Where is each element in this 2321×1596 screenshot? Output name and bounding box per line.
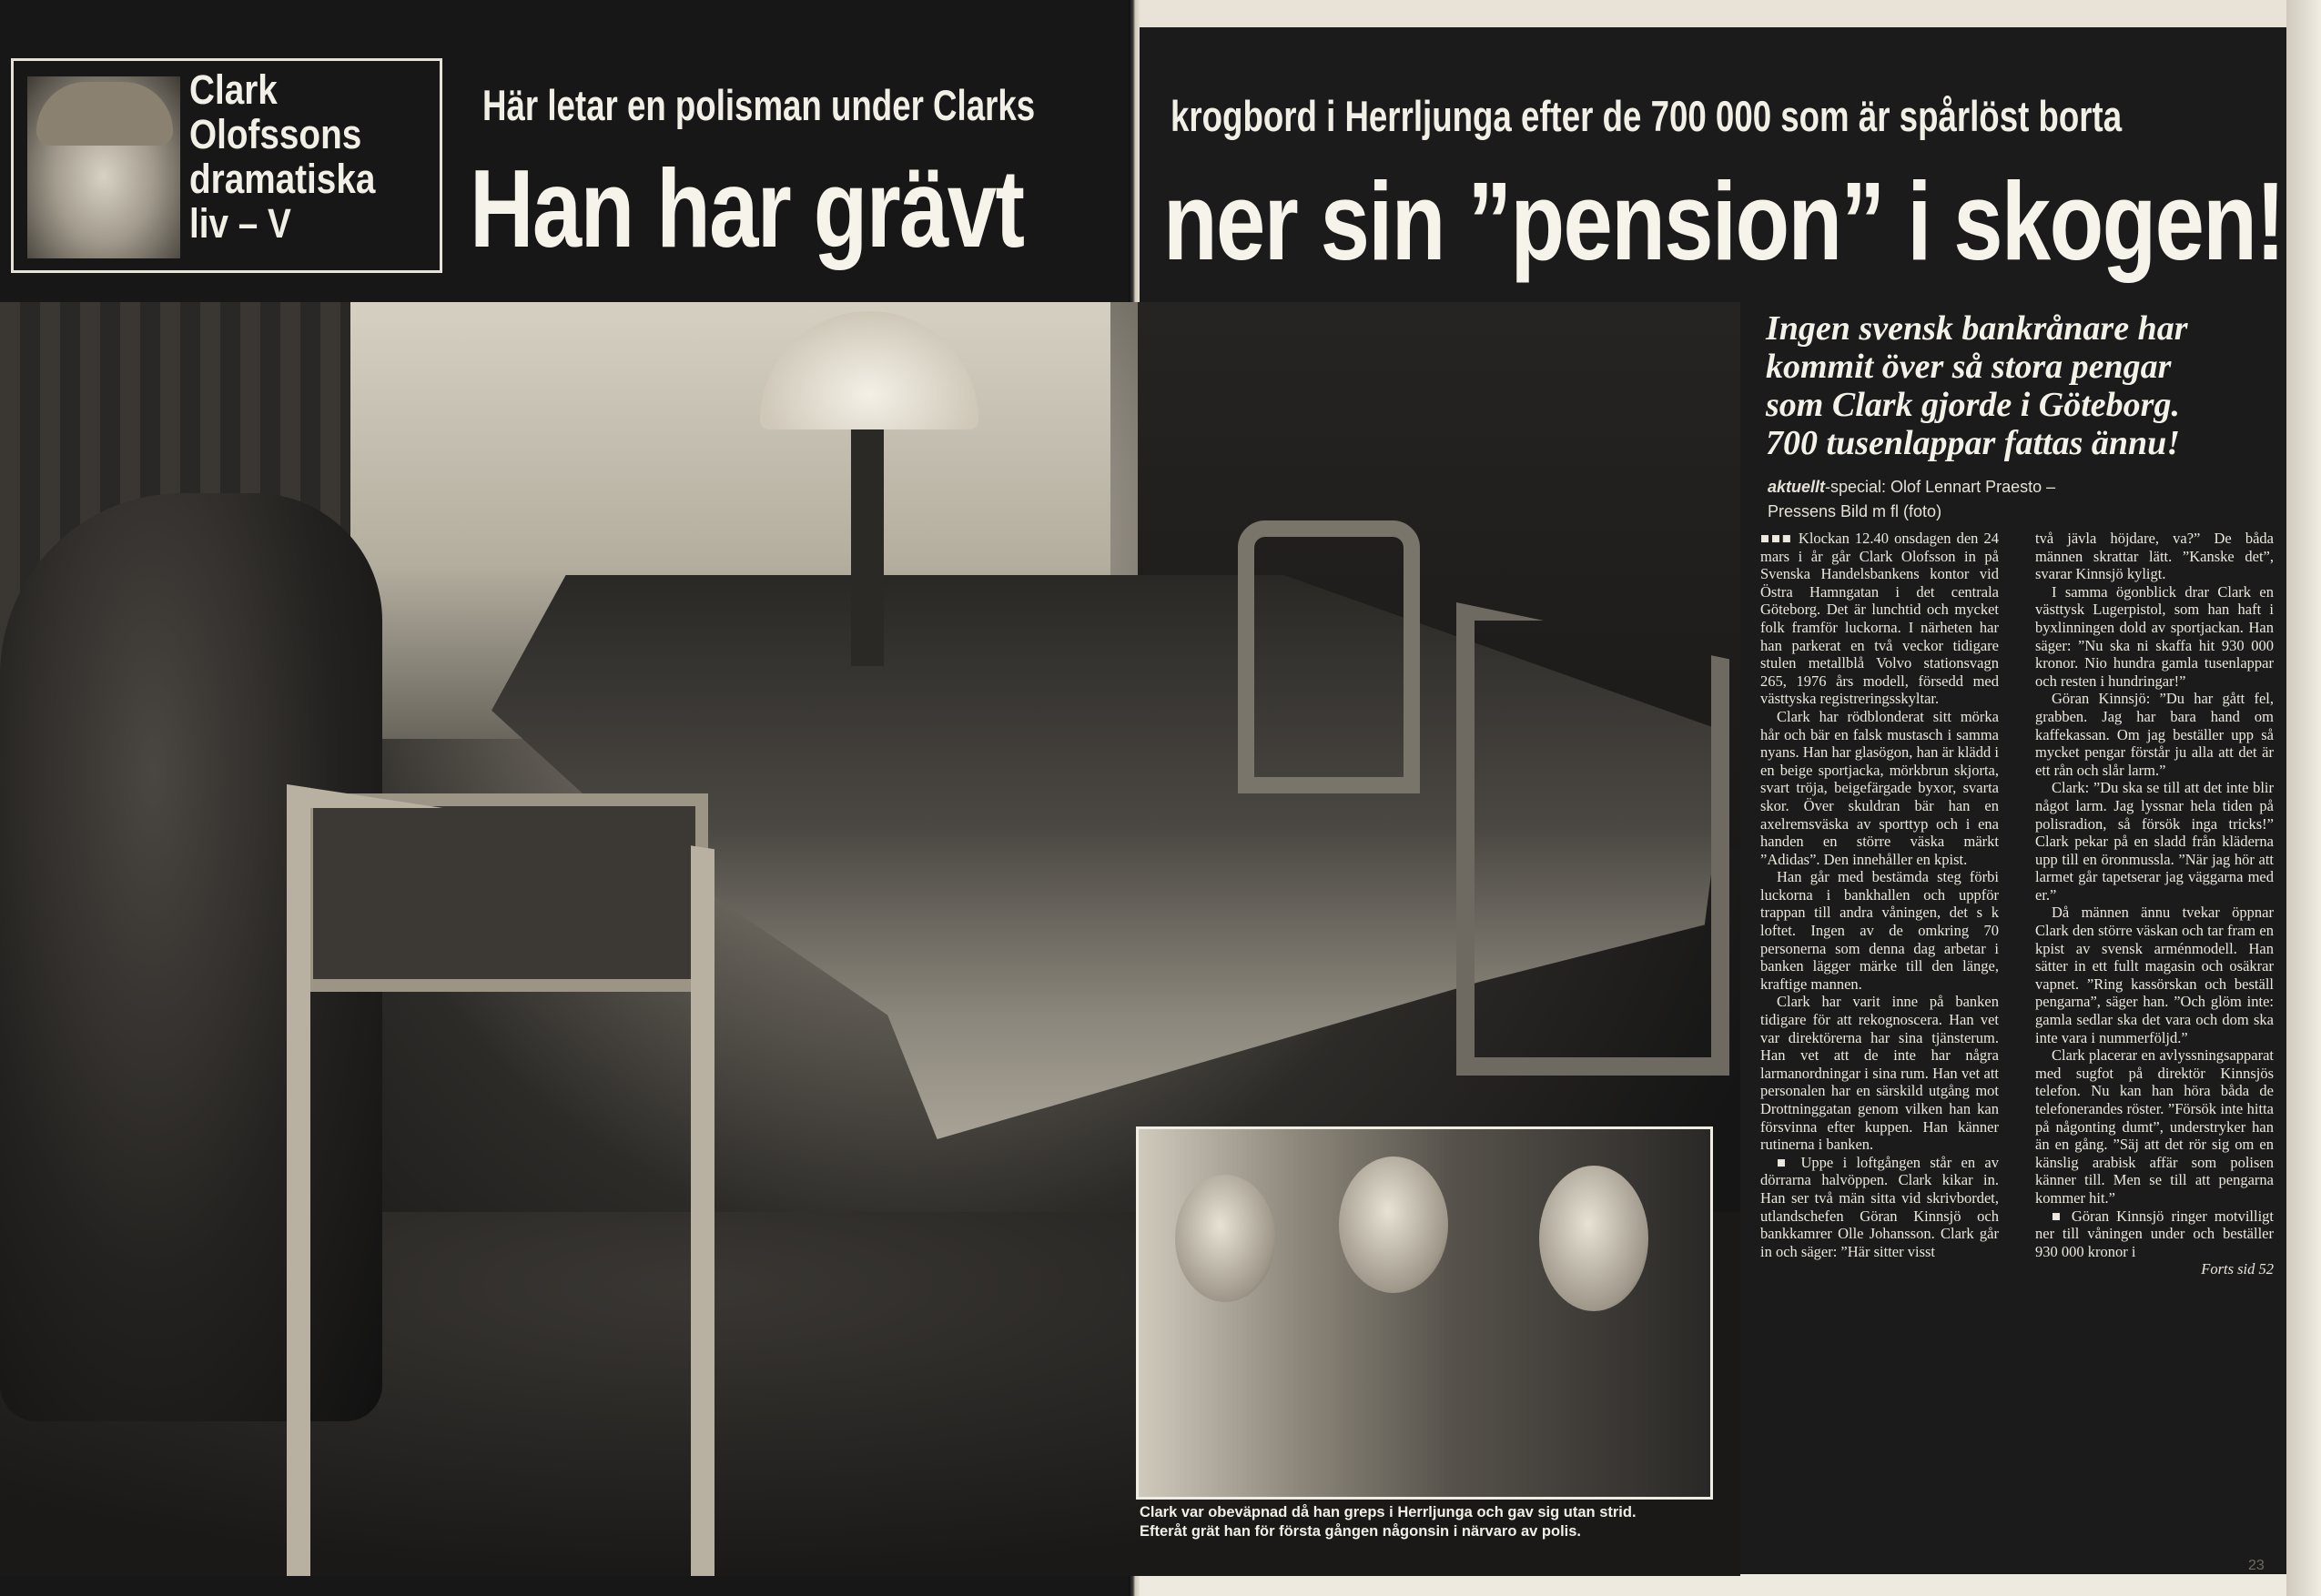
portrait-photo bbox=[27, 76, 180, 258]
inset-caption-line: Clark var obeväpnad då han greps i Herrljunga och gav sig utan strid. bbox=[1140, 1504, 1637, 1520]
body-paragraph: ■ Göran Kinnsjö ringer motvilligt ner till våningen under och beställer 930 000 kronor i bbox=[2035, 1207, 2274, 1260]
series-title-line: Clark bbox=[189, 66, 278, 113]
headline-left: Han har grävt bbox=[470, 146, 1024, 270]
byline-brand: aktuellt bbox=[1768, 478, 1826, 496]
body-paragraph: två jävla höjdare, va?” De båda männen skrattar lätt. ”Kanske det”, svarar Kinnsjö kyligt. bbox=[2035, 530, 2274, 583]
portrait-hair bbox=[36, 82, 173, 146]
page-edge bbox=[2286, 0, 2321, 1596]
body-paragraph: Clark har rödblonderat sitt mörka hår och bär en falsk mustasch i samma nyans. Han har glasögon, han är klädd i en beige sportjacka, mörkbrun skjorta, svart tröja, beigefärgade byxor, svarta skor. Över skuldran bär han en axelremsväska av sporttyp och i ena handen en större väska märkt ”Adidas”. Den innehåller en kpist. bbox=[1760, 707, 1999, 868]
intro-line: 700 tusenlappar fattas ännu! bbox=[1766, 424, 2181, 462]
inset-photo bbox=[1136, 1126, 1713, 1500]
series-title-line: Olofssons bbox=[189, 111, 362, 157]
body-paragraph: Clark placerar en avlyssningsapparat med sugfot på direktör Kinnsjös telefon. Nu kan han höra båda de telefonerandes röster. ”Försök inte hitta på någonting dumt”, understryker han än en gång. ”Säj att det rör sig om en känslig arabisk affär som polisen känner till. Men se till att pengarna kommer hit.” bbox=[2035, 1046, 2274, 1207]
byline-line-2: Pressens Bild m fl (foto) bbox=[1768, 502, 1942, 520]
body-paragraph: Han går med bestämda steg förbi luckorna i bankhallen och uppför trappan till andra våningen, det s k loftet. Ingen av de omkring 70 personerna som denna dag arbetar i banken lägger märke till den länge, kraftige mannen. bbox=[1760, 868, 1999, 993]
kicker-left: Här letar en polisman under Clarks bbox=[482, 81, 1036, 129]
byline-line-1 bbox=[1768, 475, 2277, 500]
page-number: 23 bbox=[2248, 1558, 2265, 1573]
series-title-line: liv – V bbox=[189, 200, 291, 247]
intro-line: som Clark gjorde i Göteborg. bbox=[1766, 386, 2180, 424]
photo-lamp-base bbox=[851, 429, 884, 666]
inset-caption bbox=[1140, 1503, 1713, 1541]
photo-chair-front bbox=[287, 784, 715, 1576]
body-column-1 bbox=[1760, 530, 1999, 1260]
body-paragraph: ■■■ Klockan 12.40 onsdagen den 24 mars i år går Clark Olofsson in på Svenska Handelsbankens kontor vid Östra Hamngatan i det centrala Göteborg. Det är lunchtid och mycket folk framför luckorna. I närheten har han parkerat en två veckor tidigare stulen metallblå Volvo stationsvagn 265, 1976 års modell, försedd med västtyska registreringsskyltar. bbox=[1760, 530, 1999, 708]
page-top-margin bbox=[1140, 0, 2321, 27]
photo-chair-back bbox=[1238, 520, 1420, 793]
body-column-2 bbox=[2035, 530, 2274, 1278]
byline bbox=[1768, 475, 2277, 524]
body-paragraph: I samma ögonblick drar Clark en västtysk Lugerpistol, som han haft i byxlinningen dold av sportjackan. Han säger: ”Nu ska ni skaffa hit 930 000 kronor. Nio hundra gamla tusenlappar och resten i hundringar!” bbox=[2035, 582, 2274, 690]
inset-face-officer bbox=[1339, 1157, 1448, 1293]
series-title bbox=[189, 67, 400, 246]
byline-credit: -special: Olof Lennart Praesto – bbox=[1825, 478, 2056, 496]
inset-face-officer-2 bbox=[1539, 1166, 1648, 1311]
continued-note: Forts sid 52 bbox=[2201, 1260, 2274, 1278]
body-paragraph: Göran Kinnsjö: ”Du har gått fel, grabben. Jag har bara hand om kaffekassan. Om jag beställer upp så mycket pengar förstår ju alla att det är ett rån och slår larm.” bbox=[2035, 690, 2274, 779]
photo-chair-right bbox=[1456, 602, 1729, 1076]
headline-right: ner sin ”pension” i skogen! bbox=[1163, 159, 2285, 283]
kicker-right: krogbord i Herrljunga efter de 700 000 som är spårlöst borta bbox=[1171, 92, 2123, 140]
body-paragraph: Clark har varit inne på banken tidigare för att rekognoscera. Han vet var direktörerna har sina tjänsterum. Han vet att de inte har några larmanordningar i sina rum. Han vet att personalen har en särskild utgång mot Drottninggatan genom vilken han kan försvinna efter kuppen. Han känner rutinerna i banken. bbox=[1760, 993, 1999, 1154]
body-paragraph: Clark: ”Du ska se till att det inte blir något larm. Jag lyssnar hela tiden på polisradion, så försök inga tricks!” Clark pekar på en sladd från kläderna upp till en öronmussla. ”När jag hör att larmet går tapetserar jag väggarna med er.” bbox=[2035, 779, 2274, 904]
inset-face-clark bbox=[1175, 1175, 1275, 1302]
body-paragraph: Då männen ännu tvekar öppnar Clark den större väskan och tar fram en kpist av svensk arménmodell. Han sätter in ett fullt magasin och osäkrar vapnet. ”Ring kassörskan och beställ pengarna”, säger han. ”Och glöm inte: gamla sedlar ska det vara och dom ska inte vara i nummerföljd.” bbox=[2035, 904, 2274, 1046]
intro-deck bbox=[1766, 309, 2275, 462]
intro-line: Ingen svensk bankrånare har bbox=[1766, 309, 2188, 348]
series-title-line: dramatiska bbox=[189, 156, 376, 202]
intro-line: kommit över så stora pengar bbox=[1766, 348, 2172, 386]
inset-caption-line: Efteråt grät han för första gången någonsin i närvaro av polis. bbox=[1140, 1523, 1582, 1540]
body-paragraph: ■ Uppe i loftgången står en av dörrarna halvöppen. Clark kikar in. Han ser två män sitta vid skrivbordet, utlandschefen Göran Kinnsjö och bankkamrer Olle Johansson. Clark går in och säger: ”Här sitter visst bbox=[1760, 1153, 1999, 1260]
